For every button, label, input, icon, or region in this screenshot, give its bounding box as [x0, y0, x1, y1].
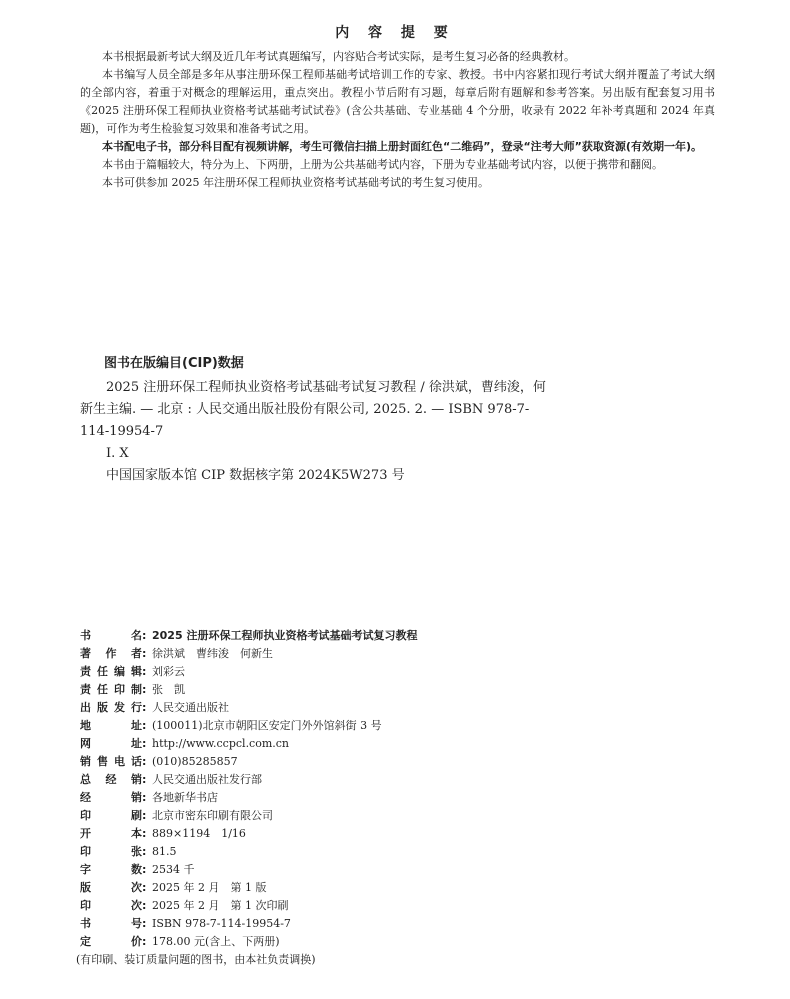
colophon-row-retailer: 经 销 : 各地新华书店	[80, 789, 580, 807]
colophon-value: (100011)北京市朝阳区安定门外外馆斜街 3 号	[152, 719, 382, 732]
colophon-row-phone: 销售电话 : (010)85285857	[80, 753, 580, 771]
colophon-value: http://www.ccpcl.com.cn	[152, 737, 290, 750]
colophon-label: 印 张	[80, 845, 142, 858]
colophon-row-edition: 版 次 : 2025 年 2 月 第 1 版	[80, 879, 580, 897]
colophon-label: 网 址	[80, 737, 142, 750]
colophon-row-publisher: 出版发行 : 人民交通出版社	[80, 699, 580, 717]
colophon-row-wordcount: 字 数 : 2534 千	[80, 861, 580, 879]
colophon-value: ISBN 978-7-114-19954-7	[152, 917, 291, 930]
colophon-row-isbn: 书 号 : ISBN 978-7-114-19954-7	[80, 915, 580, 933]
colophon-label: 著 作 者	[80, 647, 142, 660]
colophon-label: 印 次	[80, 899, 142, 912]
colophon-label: 责任印制	[80, 683, 142, 696]
summary-paragraph-ebook: 本书配电子书，部分科目配有视频讲解，考生可微信扫描上册封面红色“二维码”，登录“注考大师”获取资源(有效期一年)。	[102, 140, 702, 153]
colophon-label: 印 刷	[80, 809, 142, 822]
cip-section	[80, 353, 550, 487]
colophon-label: 总 经 销	[80, 773, 142, 786]
colophon-row-price: 定 价 : 178.00 元(含上、下两册)	[80, 933, 580, 951]
colophon-row-print-supervisor: 责任印制 : 张 凯	[80, 681, 580, 699]
colophon-row-printer: 印 刷 : 北京市密东印刷有限公司	[80, 807, 580, 825]
colophon-label: 出版发行	[80, 701, 142, 714]
colophon-row-editor: 责任编辑 : 刘彩云	[80, 663, 580, 681]
colophon-row-title: 书 名 : 2025 注册环保工程师执业资格考试基础考试复习教程	[80, 627, 580, 645]
colophon-value: 徐洪斌 曹纬浚 何新生	[152, 647, 273, 660]
cip-approval: 中国国家版本馆 CIP 数据核字第 2024K5W273 号	[106, 468, 405, 483]
colophon-row-printing: 印 次 : 2025 年 2 月 第 1 次印刷	[80, 897, 580, 915]
colophon	[76, 627, 580, 969]
colophon-label: 定 价	[80, 935, 142, 948]
summary-title: 内 容 提 要	[335, 25, 455, 41]
colophon-row-authors: 著 作 者 : 徐洪斌 曹纬浚 何新生	[80, 645, 580, 663]
colophon-label: 销售电话	[80, 755, 142, 768]
colophon-value: 北京市密东印刷有限公司	[152, 809, 273, 822]
colophon-label: 开 本	[80, 827, 142, 840]
summary-section	[80, 48, 715, 192]
colophon-row-address: 地 址 : (100011)北京市朝阳区安定门外外馆斜街 3 号	[80, 717, 580, 735]
summary-paragraph: 本书根据最新考试大纲及近几年考试真题编写，内容贴合考试实际，是考生复习必备的经典教材。	[102, 50, 575, 63]
summary-paragraph: 本书可供参加 2025 年注册环保工程师执业资格考试基础考试的考生复习使用。	[102, 176, 489, 189]
colophon-label: 字 数	[80, 863, 142, 876]
colophon-value: 889×1194 1/16	[152, 827, 246, 840]
colophon-row-website: 网 址 : http://www.ccpcl.com.cn	[80, 735, 580, 753]
colophon-label: 书 号	[80, 917, 142, 930]
colophon-label: 地 址	[80, 719, 142, 732]
cip-heading: 图书在版编目(CIP)数据	[104, 356, 244, 371]
colophon-value: 人民交通出版社	[152, 701, 229, 714]
colophon-row-sheets: 印 张 : 81.5	[80, 843, 580, 861]
summary-paragraph: 本书编写人员全部是多年从事注册环保工程师基础考试培训工作的专家、教授。书中内容紧扣现行考试大纲并覆盖了考试大纲的全部内容，着重于对概念的理解运用，重点突出。教程小节后附有习题，每章后附有题解和参考答案。另出版有配套复习用书《2025 注册环保工程师执业资格考试基础考试试卷》(含公共基础、专业基础 4 个分册，收录有 2022 年补考真题和 2024 年真题)，可作为考生检验复习效果和准备考试之用。	[80, 68, 715, 135]
colophon-value: 178.00 元(含上、下两册)	[152, 935, 280, 948]
colophon-row-distributor: 总 经 销 : 人民交通出版社发行部	[80, 771, 580, 789]
cip-classification: Ⅰ. X	[106, 446, 129, 461]
colophon-label: 版 次	[80, 881, 142, 894]
colophon-value: 2025 年 2 月 第 1 版	[152, 881, 267, 894]
colophon-value: 2025 注册环保工程师执业资格考试基础考试复习教程	[152, 629, 418, 642]
colophon-label: 书 名	[80, 629, 142, 642]
quality-note: (有印刷、装订质量问题的图书，由本社负责调换)	[76, 953, 316, 966]
summary-paragraph: 本书由于篇幅较大，特分为上、下两册，上册为公共基础考试内容，下册为专业基础考试内容，以便于携带和翻阅。	[102, 158, 663, 171]
colophon-value: 张 凯	[152, 683, 185, 696]
cip-record: 2025 注册环保工程师执业资格考试基础考试复习教程 / 徐洪斌，曹纬浚，何新生主编. — 北京 : 人民交通出版社股份有限公司, 2025. 2. — ISBN 978-7-114-19954-7	[80, 380, 546, 439]
colophon-value: (010)85285857	[152, 755, 238, 768]
colophon-row-format: 开 本 : 889×1194 1/16	[80, 825, 580, 843]
colophon-label: 经 销	[80, 791, 142, 804]
colophon-label: 责任编辑	[80, 665, 142, 678]
colophon-value: 各地新华书店	[152, 791, 218, 804]
colophon-value: 2534 千	[152, 863, 195, 876]
colophon-value: 刘彩云	[152, 665, 185, 678]
colophon-value: 2025 年 2 月 第 1 次印刷	[152, 899, 289, 912]
colophon-value: 81.5	[152, 845, 177, 858]
colophon-value: 人民交通出版社发行部	[152, 773, 262, 786]
